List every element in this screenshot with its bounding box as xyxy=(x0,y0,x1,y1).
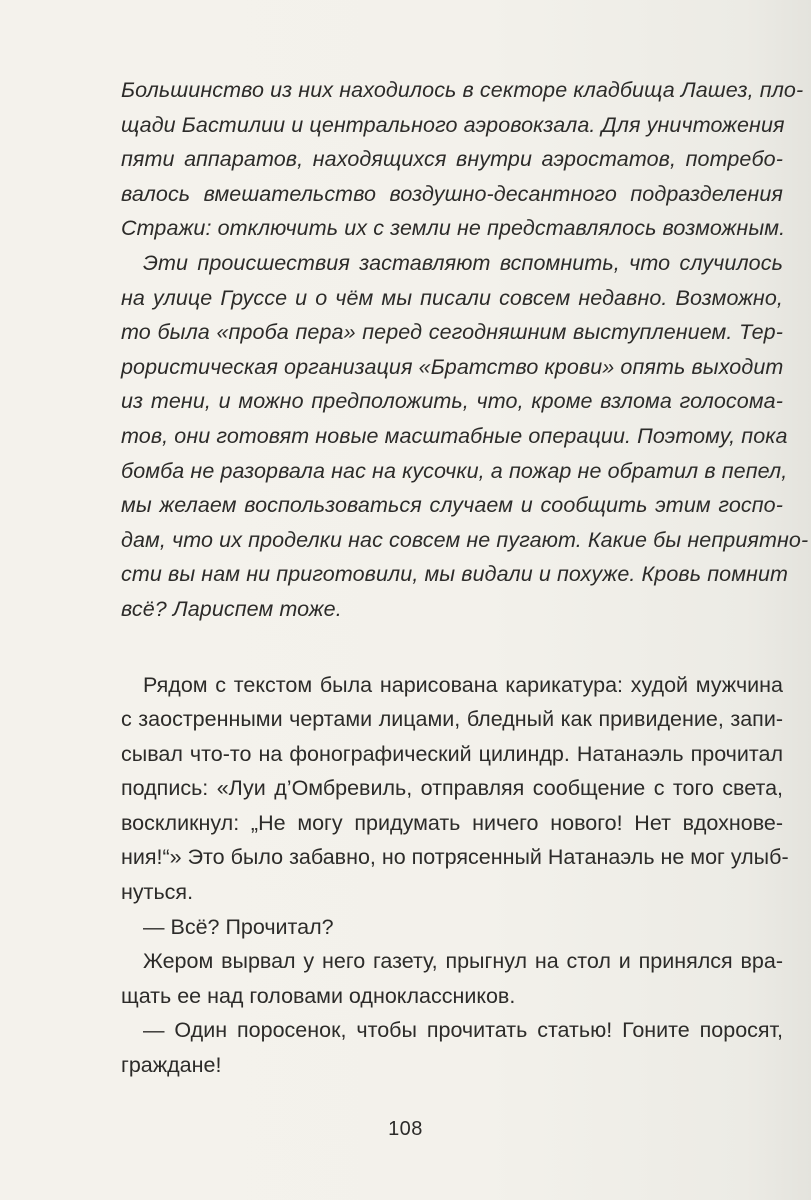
text-line: нуться. xyxy=(121,880,194,905)
text-line: Стражи: отключить их с земли не представлялось возможным. xyxy=(121,216,786,241)
text-line: Рядом с текстом была нарисована карикатура: худой мужчина xyxy=(143,672,783,697)
text-line: Большинство из них находилось в секторе кладбища Лашез, пло- xyxy=(121,78,804,102)
text-line: ния!“» Это было забавно, но потрясенный Натанаэль не мог улыб- xyxy=(121,845,789,870)
text-line: Жером вырвал у него газету, прыгнул на стол и принялся вра- xyxy=(143,949,783,974)
text-line: подпись: «Луи д’Омбревиль, отправляя сообщение с того света, xyxy=(121,776,783,801)
text-line: щать ее над головами одноклассников. xyxy=(121,983,516,1008)
narrative-paragraph-3 xyxy=(121,944,783,1013)
text-line: пяти аппаратов, находящихся внутри аэростатов, потребо- xyxy=(121,147,783,172)
narrative-text xyxy=(121,668,789,1083)
page-text xyxy=(121,73,809,1083)
page-number: 108 xyxy=(388,1118,423,1140)
text-line: граждане! xyxy=(121,1053,222,1078)
text-line: дам, что их проделки нас совсем не пугают. Какие бы неприятно- xyxy=(121,527,809,552)
text-line: сывал что-то на фонографический цилиндр. Натанаэль прочитал xyxy=(121,741,783,766)
text-line: то была «проба пера» перед сегодняшним выступлением. Тер- xyxy=(121,320,783,345)
text-line: воскликнул: „Не могу придумать ничего нового! Нет вдохнове- xyxy=(121,810,783,835)
text-line: тов, они готовят новые масштабные операции. Поэтому, пока xyxy=(121,423,788,448)
text-line: сти вы нам ни приготовили, мы видали и похуже. Кровь помнит xyxy=(121,562,789,587)
text-line: из тени, и можно предположить, что, кроме взлома голосома- xyxy=(121,389,783,414)
dialogue-line: — Всё? Прочитал? xyxy=(143,914,334,939)
text-line: щади Бастилии и центрального аэровокзала. Для уничтожения xyxy=(121,112,785,137)
text-line: Эти происшествия заставляют вспомнить, что случилось xyxy=(143,250,783,275)
text-line: всё? Лариспем тоже. xyxy=(121,596,342,621)
quote-paragraph-2 xyxy=(121,246,809,627)
text-line: валось вмешательство воздушно-десантного подразделения xyxy=(121,181,783,206)
newspaper-quote xyxy=(121,73,809,627)
section-gap xyxy=(121,627,783,668)
narrative-paragraph-1 xyxy=(121,668,789,910)
text-line: на улице Груссе и о чём мы писали совсем недавно. Возможно, xyxy=(121,285,783,310)
text-line: бомба не разорвала нас на кусочки, а пожар не обратил в пепел, xyxy=(121,458,788,483)
quote-paragraph-1 xyxy=(121,73,804,246)
text-line: с заостренными чертами лицами, бледный как привидение, запи- xyxy=(121,707,783,732)
text-line: мы желаем воспользоваться случаем и сообщить этим госпо- xyxy=(121,493,783,518)
dialogue-line: — Один поросенок, чтобы прочитать статью! Гоните поросят, xyxy=(143,1018,783,1043)
text-line: рористическая организация «Братство крови» опять выходит xyxy=(121,354,784,379)
narrative-paragraph-2 xyxy=(121,910,783,945)
narrative-paragraph-4 xyxy=(121,1013,783,1082)
